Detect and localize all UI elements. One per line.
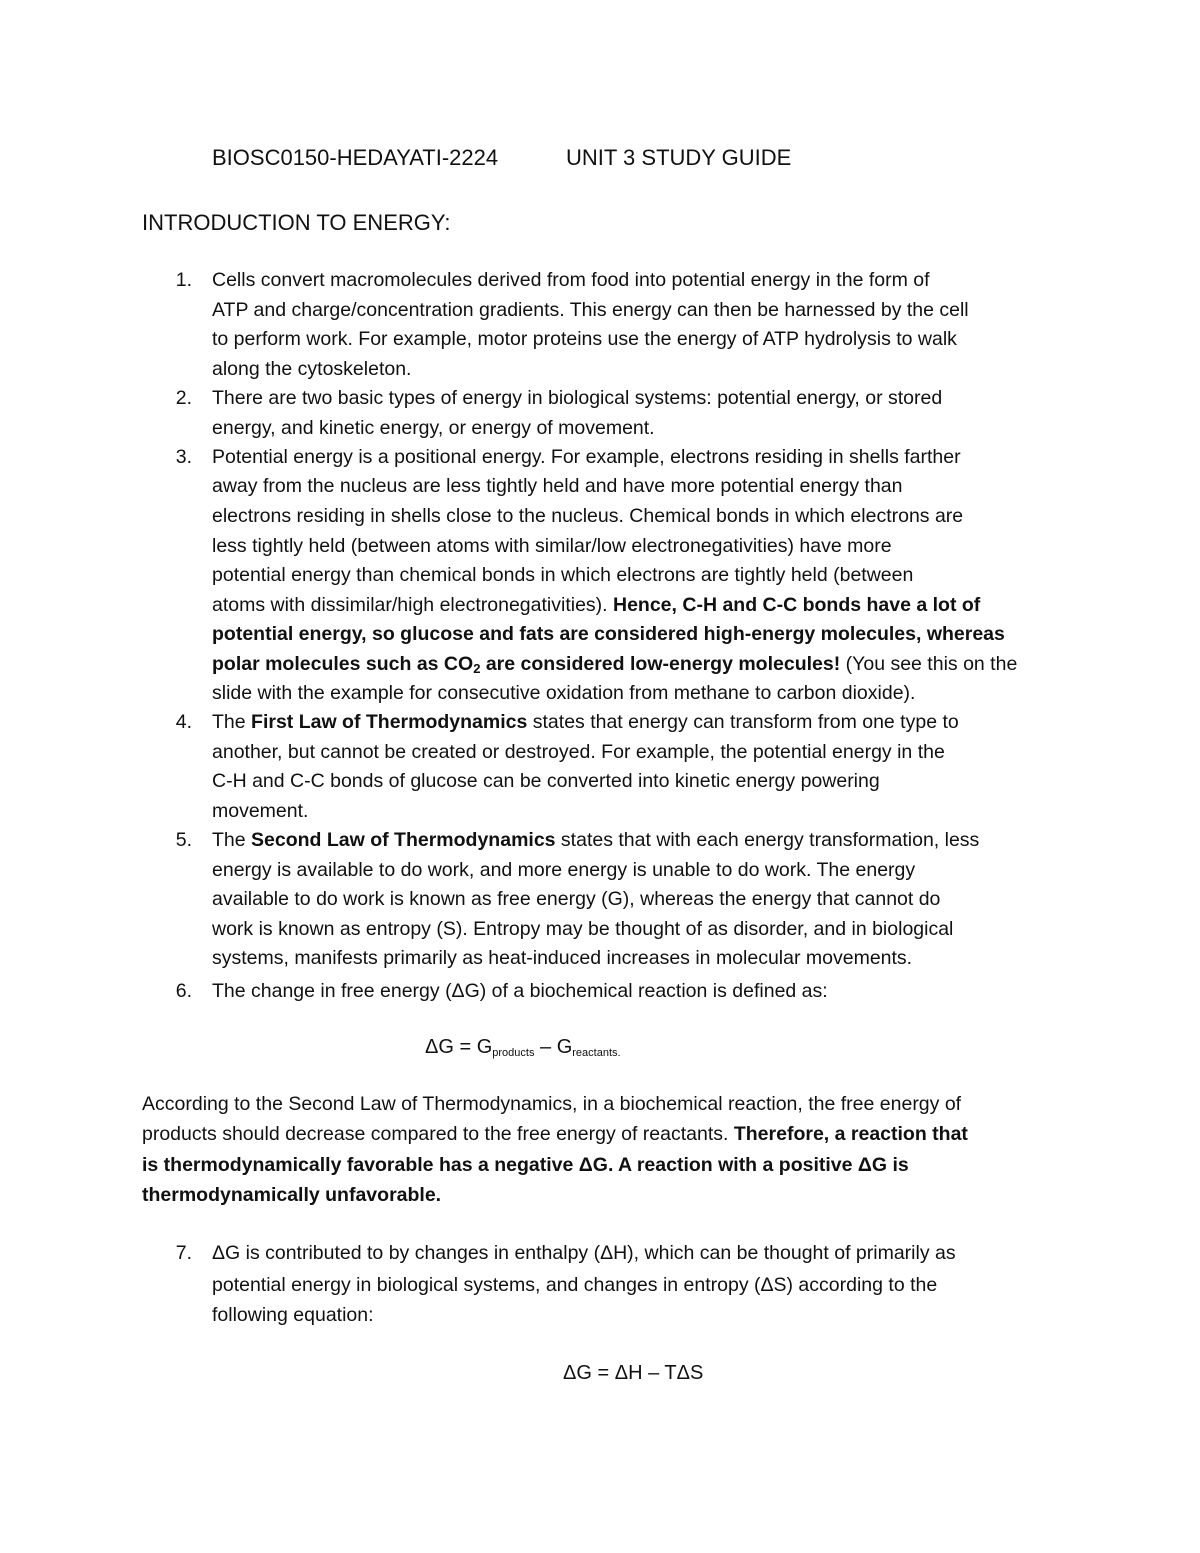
- paragraph-bold-line: thermodynamically unfavorable.: [142, 1184, 442, 1206]
- item-7-line: ΔG is contributed to by changes in enthalpy (ΔH), which can be thought of primarily as: [212, 1242, 956, 1264]
- item-1-line: ATP and charge/concentration gradients. This energy can then be harnessed by the cell: [212, 299, 969, 321]
- item-4-line: movement.: [212, 800, 309, 822]
- item-1-line: along the cytoskeleton.: [212, 358, 412, 380]
- list-number: 4.: [175, 711, 192, 733]
- equation-text: ΔG = G: [425, 1036, 493, 1058]
- item-5-line: systems, manifests primarily as heat-induced increases in molecular movements.: [212, 947, 913, 969]
- item-4-line: [212, 710, 959, 734]
- first-law-term: First Law of Thermodynamics: [251, 711, 528, 733]
- item-3-line: slide with the example for consecutive oxidation from methane to carbon dioxide).: [212, 682, 916, 704]
- item-3-text: atoms with dissimilar/high electronegativities).: [212, 594, 608, 616]
- item-3-line: potential energy than chemical bonds in which electrons are tightly held (between: [212, 564, 914, 586]
- item-1-line: to perform work. For example, motor proteins use the energy of ATP hydrolysis to walk: [212, 328, 957, 350]
- list-number: 6.: [175, 980, 192, 1002]
- section-heading: INTRODUCTION TO ENERGY:: [142, 210, 451, 235]
- item-3-bold-text: Hence, C-H and C-C bonds have a lot of: [613, 594, 981, 616]
- item-3-line: [212, 652, 1017, 681]
- second-law-term: Second Law of Thermodynamics: [251, 829, 556, 851]
- co2-subscript: 2: [473, 661, 481, 676]
- list-number: 5.: [175, 829, 192, 851]
- item-5-line: available to do work is known as free energy (G), whereas the energy that cannot do: [212, 888, 941, 910]
- paragraph-line: According to the Second Law of Thermodynamics, in a biochemical reaction, the free energy of: [142, 1093, 962, 1115]
- item-4-line: C-H and C-C bonds of glucose can be converted into kinetic energy powering: [212, 770, 880, 792]
- item-5-text: states that with each energy transformation, less: [555, 829, 980, 851]
- paragraph-text: products should decrease compared to the free energy of reactants.: [142, 1123, 729, 1145]
- item-3-bold-text: are considered low-energy molecules!: [480, 653, 841, 675]
- item-7-line: potential energy in biological systems, and changes in entropy (ΔS) according to the: [212, 1274, 938, 1296]
- list-number: 2.: [175, 387, 192, 409]
- item-3-bold-line: potential energy, so glucose and fats are considered high-energy molecules, whereas: [212, 623, 1005, 645]
- item-3-bold-text: polar molecules such as CO: [212, 653, 474, 675]
- item-5-line: [212, 828, 979, 852]
- item-4-line: another, but cannot be created or destroyed. For example, the potential energy in the: [212, 741, 945, 763]
- paragraph-bold-line: is thermodynamically favorable has a negative ΔG. A reaction with a positive ΔG is: [142, 1154, 909, 1176]
- item-3-text: (You see this on the: [840, 653, 1018, 675]
- equation-period: .: [617, 1047, 621, 1059]
- products-subscript: products: [492, 1047, 535, 1059]
- paragraph-bold-text: Therefore, a reaction that: [728, 1123, 968, 1145]
- item-6-line: The change in free energy (ΔG) of a biochemical reaction is defined as:: [212, 980, 828, 1002]
- list-number: 3.: [175, 446, 192, 468]
- item-2-line: energy, and kinetic energy, or energy of movement.: [212, 417, 655, 439]
- item-3-line: electrons residing in shells close to the nucleus. Chemical bonds in which electrons are: [212, 505, 964, 527]
- list-number: 7.: [175, 1242, 192, 1264]
- item-2-line: There are two basic types of energy in biological systems: potential energy, or stored: [212, 387, 943, 409]
- item-5-line: work is known as entropy (S). Entropy may be thought of as disorder, and in biological: [212, 918, 954, 940]
- item-4-text: The: [212, 711, 252, 733]
- item-3-line: [212, 593, 980, 617]
- paragraph-line: [142, 1122, 968, 1146]
- reactants-subscript: reactants: [572, 1047, 618, 1059]
- item-5-text: The: [212, 829, 252, 851]
- item-1-line: Cells convert macromolecules derived from food into potential energy in the form of: [212, 269, 930, 291]
- item-3-line: less tightly held (between atoms with similar/low electronegativities) have more: [212, 535, 892, 557]
- item-7-line: following equation:: [212, 1304, 374, 1326]
- item-3-line: away from the nucleus are less tightly held and have more potential energy than: [212, 475, 903, 497]
- item-5-line: energy is available to do work, and more energy is unable to do work. The energy: [212, 859, 916, 881]
- course-code: BIOSC0150-HEDAYATI-2224: [212, 145, 499, 170]
- document-title: UNIT 3 STUDY GUIDE: [566, 145, 792, 170]
- list-number: 1.: [175, 269, 192, 291]
- equation-text: – G: [534, 1036, 573, 1058]
- item-4-text: states that energy can transform from one type to: [527, 711, 959, 733]
- item-3-line: Potential energy is a positional energy. For example, electrons residing in shells farther: [212, 446, 961, 468]
- free-energy-equation: [425, 1034, 621, 1066]
- gibbs-equation: ΔG = ΔH – TΔS: [563, 1362, 704, 1384]
